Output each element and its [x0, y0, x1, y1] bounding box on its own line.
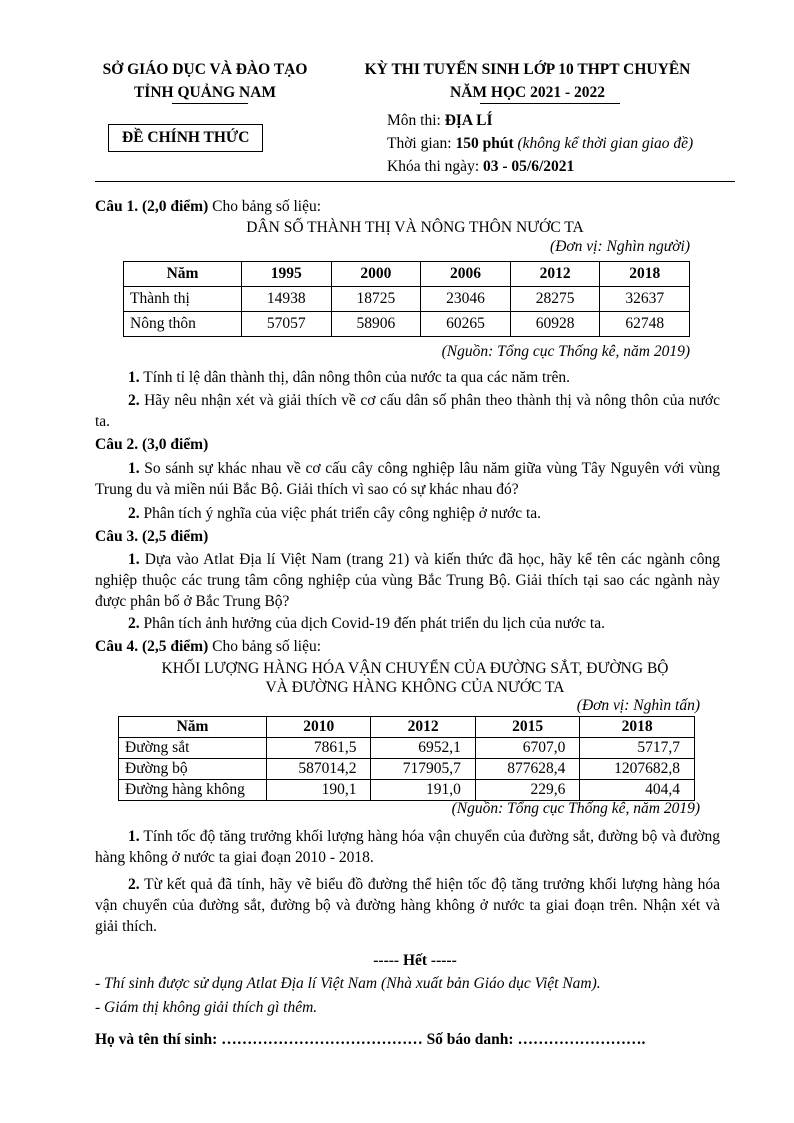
- q4-item1-text: Tính tốc độ tăng trưởng khối lượng hàng hóa vận chuyển của đường sắt, đường bộ và đường hàng không ở nước ta giai đoạn 2010 - 2018.: [95, 828, 720, 866]
- subject-value: ĐỊA LÍ: [444, 112, 493, 129]
- q4-source: (Nguồn: Tổng cục Thống kê, năm 2019): [451, 800, 700, 817]
- q1-item1-number: 1.: [128, 369, 140, 386]
- table-cell: 587014,2: [267, 759, 371, 780]
- row-label: Thành thị: [124, 287, 242, 312]
- table-cell: 60265: [421, 312, 511, 337]
- q4-item1-number: 1.: [128, 828, 140, 845]
- q4-item2-number: 2.: [128, 876, 140, 893]
- department-underline: [172, 103, 248, 104]
- table-row: [119, 780, 695, 801]
- table-header-cell: 2010: [267, 717, 371, 738]
- subject-row: [387, 109, 693, 132]
- department-name: [80, 58, 330, 104]
- exam-title-underline: [480, 103, 620, 104]
- table-cell: 1207682,8: [580, 759, 695, 780]
- table-row: [124, 287, 690, 312]
- q4-item1: [95, 826, 720, 868]
- q2-heading: Câu 2. (3,0 điểm): [95, 436, 209, 453]
- q1-source: (Nguồn: Tổng cục Thống kê, năm 2019): [441, 343, 690, 360]
- department-line1: SỞ GIÁO DỤC VÀ ĐÀO TẠO: [102, 61, 308, 78]
- exam-title: [335, 58, 720, 104]
- table-header-row: [124, 262, 690, 287]
- table-cell: 58906: [331, 312, 421, 337]
- q2-item1-text: So sánh sự khác nhau về cơ cấu cây công nghiệp lâu năm giữa vùng Tây Nguyên với vùng Trung du và miền núi Bắc Bộ. Giải thích vì sao có sự khác nhau đó?: [95, 460, 720, 498]
- q2-item1: [95, 458, 720, 500]
- q1-item2: [95, 390, 720, 432]
- table-cell: 877628,4: [475, 759, 579, 780]
- table-cell: 229,6: [475, 780, 579, 801]
- q1-item2-text: Hãy nêu nhận xét và giải thích về cơ cấu dân số phân theo thành thị và nông thôn của nước ta.: [95, 392, 720, 430]
- table-header-cell: 2012: [510, 262, 600, 287]
- q4-item2: [95, 874, 720, 937]
- candidate-id-blank: …………………….: [517, 1031, 646, 1048]
- subject-label: Môn thi:: [387, 112, 445, 129]
- date-label: Khóa thi ngày:: [387, 158, 483, 175]
- q4-table-title-line1: KHỐI LƯỢNG HÀNG HÓA VẬN CHUYỂN CỦA ĐƯỜNG SẮT, ĐƯỜNG BỘ: [161, 660, 669, 677]
- q4-heading-row: [95, 636, 321, 657]
- q3-item1-text: Dựa vào Atlat Địa lí Việt Nam (trang 21) và kiến thức đã học, hãy kể tên các ngành công nghiệp thuộc các trung tâm công nghiệp của vùng Bắc Trung Bộ. Giải thích tại sao các ngành này được phân bố ở Bắc Trung Bộ?: [95, 551, 720, 610]
- q4-intro: Cho bảng số liệu:: [208, 638, 322, 655]
- q1-table: [123, 261, 690, 337]
- q4-table-title: [95, 659, 735, 697]
- table-cell: 404,4: [580, 780, 695, 801]
- table-cell: 717905,7: [371, 759, 475, 780]
- q1-item2-number: 2.: [128, 392, 140, 409]
- table-row: [119, 759, 695, 780]
- q1-table-title: DÂN SỐ THÀNH THỊ VÀ NÔNG THÔN NƯỚC TA: [246, 219, 584, 236]
- q4-item2-text: Từ kết quả đã tính, hãy vẽ biểu đồ đường thể hiện tốc độ tăng trưởng khối lượng hàng hóa vận chuyển của đường sắt, đường bộ và đường hàng không ở nước ta giai đoạn trên. Nhận xét và giải thích.: [95, 876, 720, 935]
- official-exam-badge: ĐỀ CHÍNH THỨC: [108, 124, 263, 152]
- row-label: Đường hàng không: [119, 780, 267, 801]
- q2-item1-number: 1.: [128, 460, 140, 477]
- candidate-info-row: [95, 1031, 645, 1049]
- table-header-cell: 2000: [331, 262, 421, 287]
- row-label: Đường sắt: [119, 738, 267, 759]
- table-cell: 18725: [331, 287, 421, 312]
- q1-heading-row: [95, 196, 321, 217]
- q4-heading: Câu 4. (2,5 điểm): [95, 638, 209, 655]
- q2-item2: [95, 503, 720, 524]
- table-cell: 7861,5: [267, 738, 371, 759]
- candidate-name-blank: …………………………………: [221, 1031, 423, 1048]
- q1-item1: [95, 367, 720, 388]
- exam-title-line2: NĂM HỌC 2021 - 2022: [450, 84, 605, 101]
- time-value: 150 phút: [455, 135, 514, 152]
- end-of-exam-mark: ----- Hết -----: [373, 952, 457, 969]
- candidate-id-label: Số báo danh:: [422, 1031, 518, 1048]
- table-header-cell: Năm: [124, 262, 242, 287]
- table-cell: 23046: [421, 287, 511, 312]
- table-header-row: [119, 717, 695, 738]
- time-row: [387, 132, 693, 155]
- q3-item2-number: 2.: [128, 615, 140, 632]
- table-cell: 62748: [600, 312, 690, 337]
- department-line2: TỈNH QUẢNG NAM: [133, 84, 277, 101]
- q1-unit: (Đơn vị: Nghìn người): [550, 238, 690, 255]
- time-label: Thời gian:: [387, 135, 456, 152]
- table-cell: 6952,1: [371, 738, 475, 759]
- table-row: [119, 738, 695, 759]
- table-header-cell: 2018: [600, 262, 690, 287]
- table-cell: 5717,7: [580, 738, 695, 759]
- table-cell: 57057: [242, 312, 332, 337]
- q1-heading: Câu 1. (2,0 điểm): [95, 198, 209, 215]
- q3-item2: [95, 613, 720, 634]
- q3-item1: [95, 549, 720, 612]
- row-label: Đường bộ: [119, 759, 267, 780]
- table-cell: 60928: [510, 312, 600, 337]
- q1-item1-text: Tính tỉ lệ dân thành thị, dân nông thôn của nước ta qua các năm trên.: [139, 369, 571, 386]
- table-cell: 6707,0: [475, 738, 579, 759]
- note-no-explanation: - Giám thị không giải thích gì thêm.: [95, 999, 318, 1016]
- exam-info: [387, 109, 693, 178]
- note-atlas-allowed: - Thí sinh được sử dụng Atlat Địa lí Việt Nam (Nhà xuất bản Giáo dục Việt Nam).: [95, 975, 601, 992]
- q3-heading: Câu 3. (2,5 điểm): [95, 528, 209, 545]
- q3-item2-text: Phân tích ảnh hưởng của dịch Covid-19 đến phát triển du lịch của nước ta.: [139, 615, 605, 632]
- table-row: [124, 312, 690, 337]
- table-cell: 14938: [242, 287, 332, 312]
- q2-item2-number: 2.: [128, 505, 140, 522]
- candidate-name-label: Họ và tên thí sinh:: [95, 1031, 222, 1048]
- q4-table: [118, 716, 695, 801]
- table-header-cell: 2018: [580, 717, 695, 738]
- table-header-cell: 2006: [421, 262, 511, 287]
- table-cell: 190,1: [267, 780, 371, 801]
- table-header-cell: 2012: [371, 717, 475, 738]
- time-note: (không kể thời gian giao đề): [513, 135, 694, 152]
- q4-unit: (Đơn vị: Nghìn tấn): [576, 697, 700, 714]
- table-cell: 28275: [510, 287, 600, 312]
- q3-item1-number: 1.: [128, 551, 140, 568]
- date-row: [387, 155, 693, 178]
- header-divider: [95, 181, 735, 182]
- q1-intro: Cho bảng số liệu:: [208, 198, 322, 215]
- q2-item2-text: Phân tích ý nghĩa của việc phát triển cây công nghiệp ở nước ta.: [139, 505, 542, 522]
- row-label: Nông thôn: [124, 312, 242, 337]
- exam-title-line1: KỲ THI TUYỂN SINH LỚP 10 THPT CHUYÊN: [364, 61, 691, 78]
- table-cell: 32637: [600, 287, 690, 312]
- q4-table-title-line2: VÀ ĐƯỜNG HÀNG KHÔNG CỦA NƯỚC TA: [265, 679, 565, 696]
- table-header-cell: 1995: [242, 262, 332, 287]
- table-cell: 191,0: [371, 780, 475, 801]
- table-header-cell: Năm: [119, 717, 267, 738]
- table-header-cell: 2015: [475, 717, 579, 738]
- date-value: 03 - 05/6/2021: [483, 158, 575, 175]
